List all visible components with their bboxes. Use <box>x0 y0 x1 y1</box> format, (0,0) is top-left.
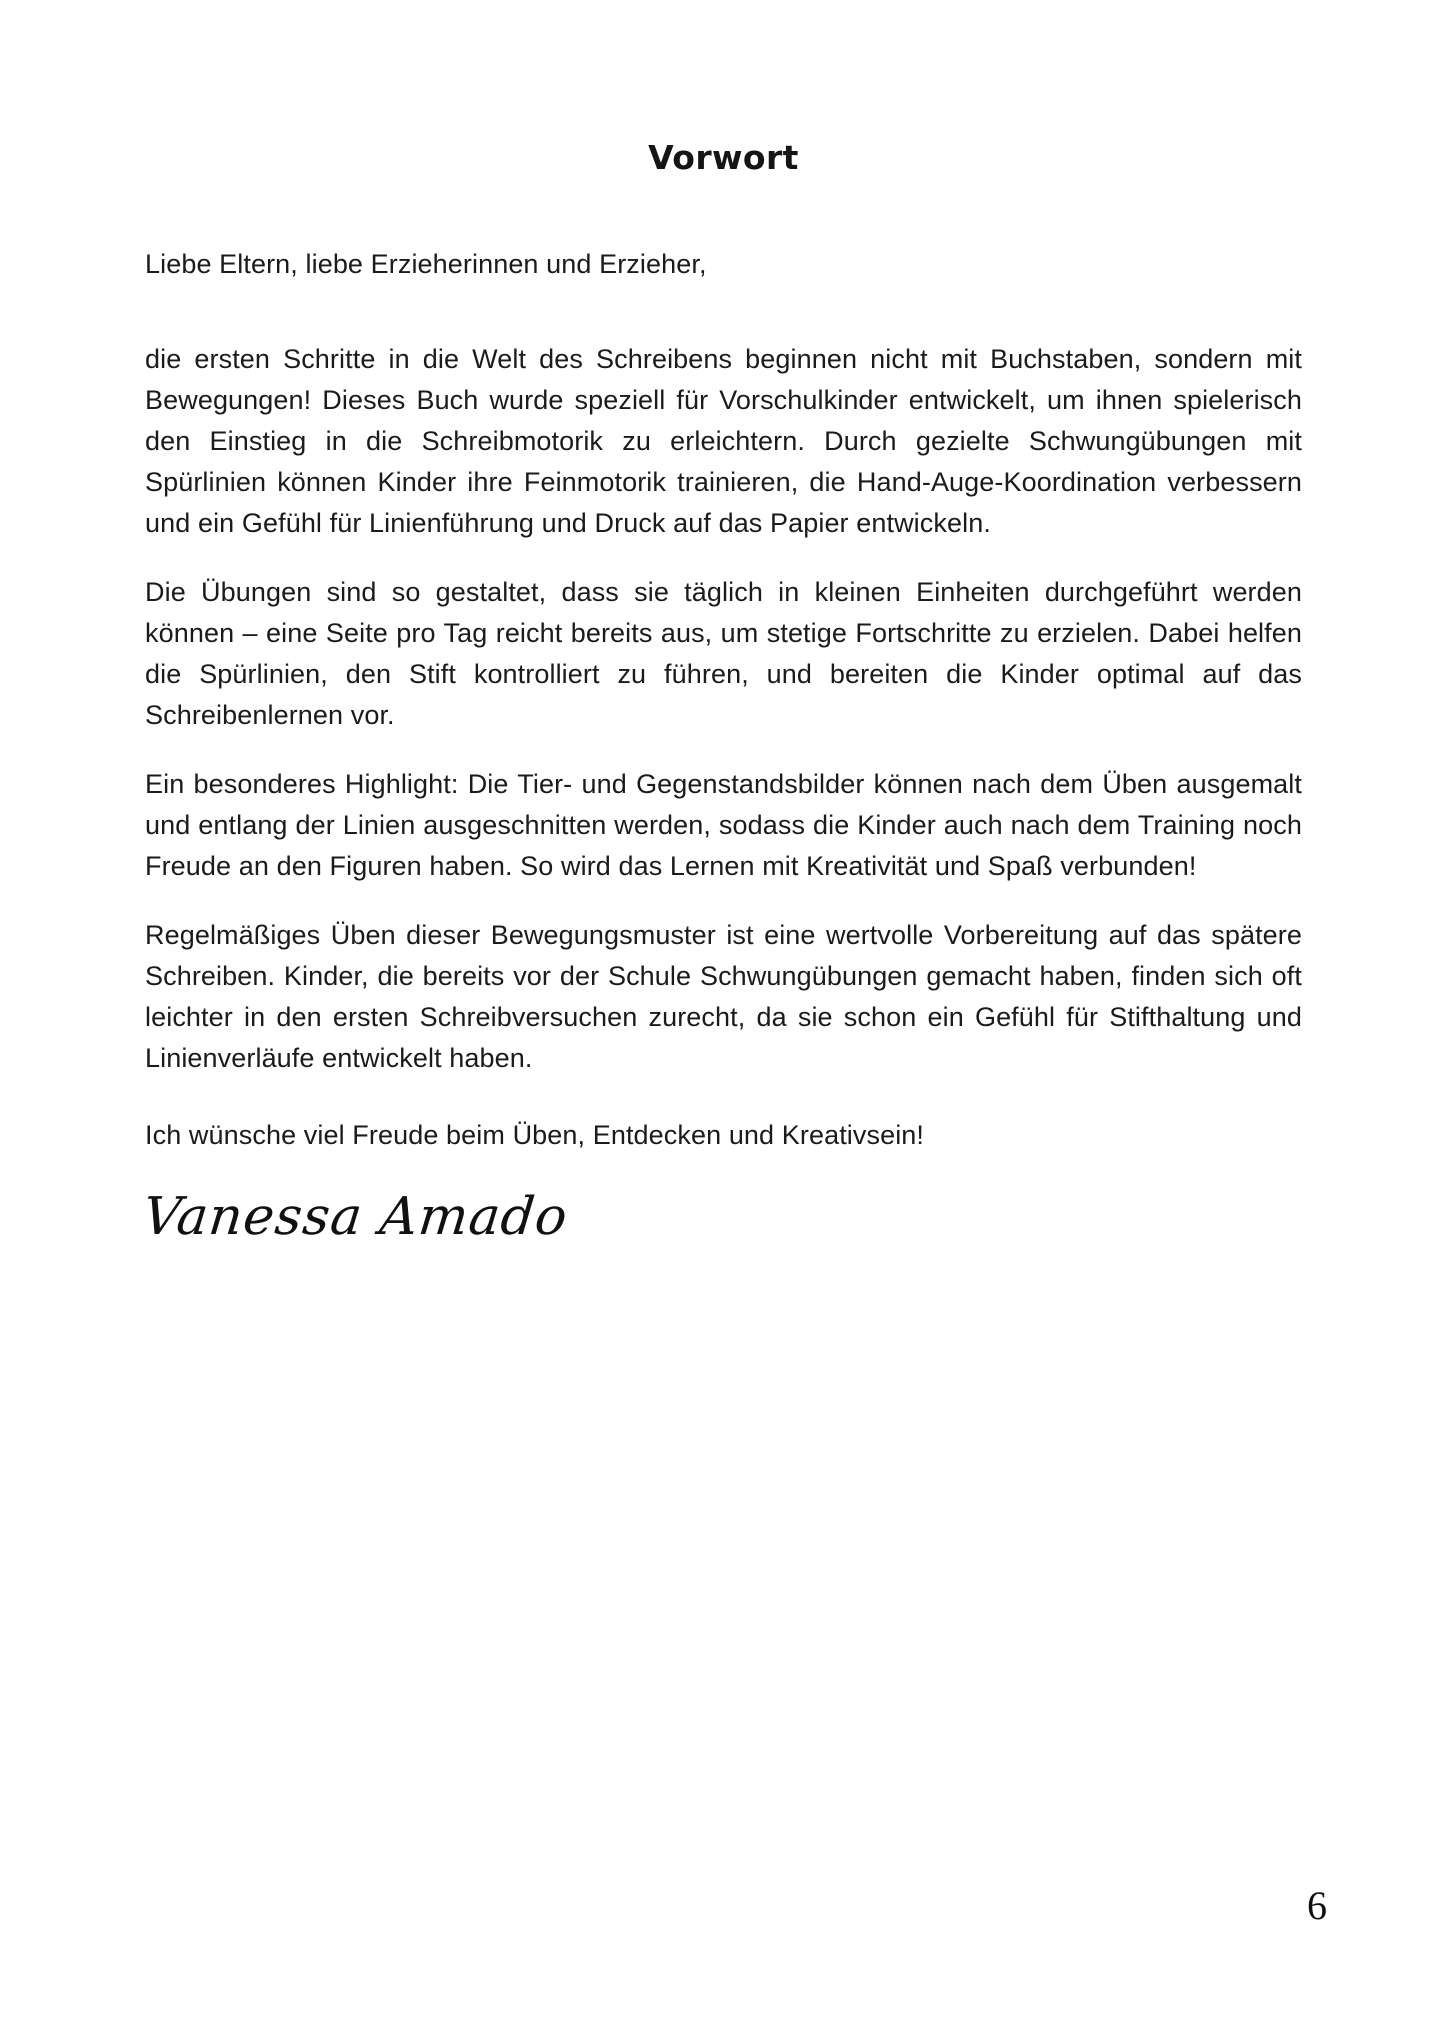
letter-salutation: Liebe Eltern, liebe Erzieherinnen und Erzieher, <box>145 249 707 280</box>
letter-paragraph-2: Die Übungen sind so gestaltet, dass sie täglich in kleinen Einheiten durchgeführt werden können – eine Seite pro Tag reicht bereits aus, um stetige Fortschritte zu erzielen. Dabei helfen die Spürlinien, den Stift kontrolliert zu führen, und bereiten die Kinder optimal auf das Schreibenlernen vor. <box>145 577 1302 731</box>
letter-paragraph-3: Ein besonderes Highlight: Die Tier- und Gegenstandsbilder können nach dem Üben ausgemalt und entlang der Linien ausgeschnitten werden, sodass die Kinder auch nach dem Training noch Freude an den Figuren haben. So wird das Lernen mit Kreativität und Spaß verbunden! <box>145 769 1302 882</box>
letter-paragraph-4: Regelmäßiges Üben dieser Bewegungsmuster ist eine wertvolle Vorbereitung auf das spätere Schreiben. Kinder, die bereits vor der Schule Schwungübungen gemacht haben, finden sich oft leichter in den ersten Schreibversuchen zurecht, da sie schon ein Gefühl für Stifthaltung und Linienverläufe entwickelt haben. <box>145 920 1302 1074</box>
author-signature: Vanessa Amado <box>140 1187 571 1248</box>
page-content <box>140 0 1302 1248</box>
page-number: 6 <box>1307 1883 1327 1928</box>
letter-closing: Ich wünsche viel Freude beim Üben, Entdecken und Kreativsein! <box>145 1120 925 1151</box>
letter-paragraph-1: die ersten Schritte in die Welt des Schreibens beginnen nicht mit Buchstaben, sondern mit Bewegungen! Dieses Buch wurde speziell für Vorschulkinder entwickelt, um ihnen spielerisch den Einstieg in die Schreibmotorik zu erleichtern. Durch gezielte Schwungübungen mit Spürlinien können Kinder ihre Feinmotorik trainieren, die Hand-Auge-Koordination verbessern und ein Gefühl für Linienführung und Druck auf das Papier entwickeln. <box>145 344 1302 539</box>
letter-body <box>145 285 1302 1079</box>
page-title: Vorwort <box>648 138 799 177</box>
